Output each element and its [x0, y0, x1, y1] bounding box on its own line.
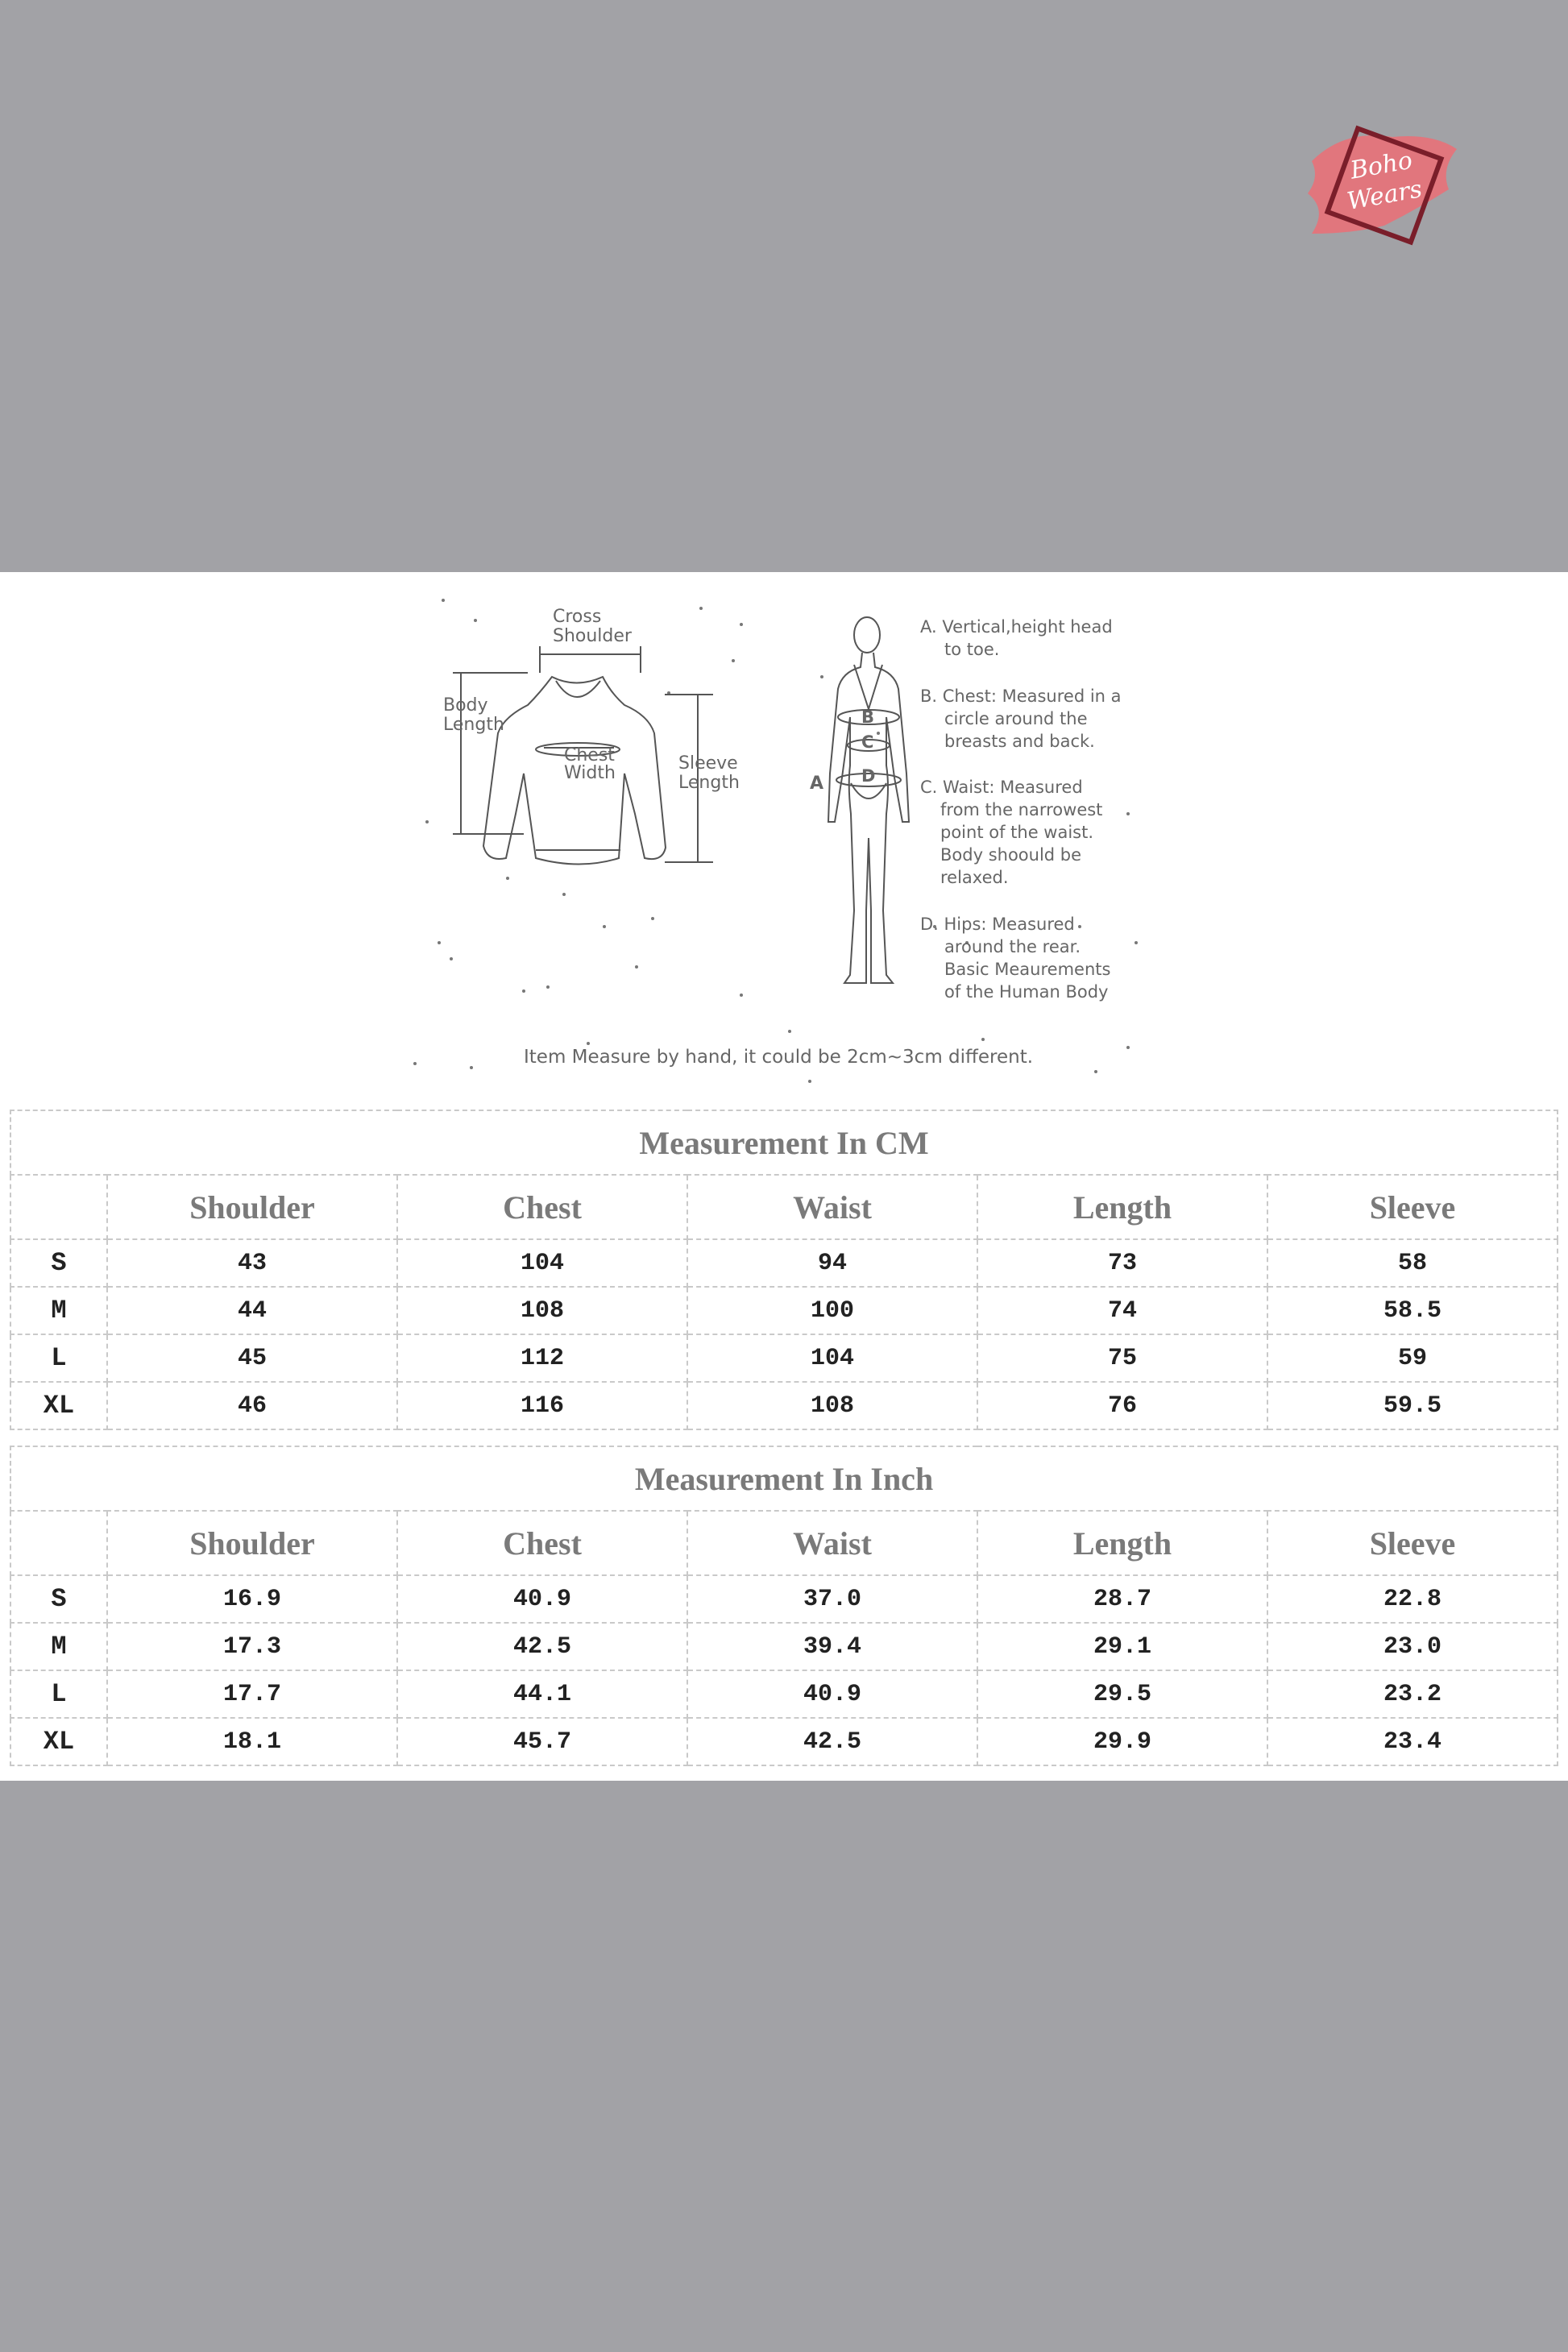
table-cell: 40.9 — [687, 1670, 977, 1718]
label-body-length-1: Body — [443, 695, 488, 716]
table-cell: 112 — [397, 1334, 687, 1382]
size-chart-panel — [0, 572, 1568, 1781]
size-label: L — [10, 1334, 107, 1382]
table-cell: 43 — [107, 1239, 397, 1287]
table-cell: 59 — [1267, 1334, 1558, 1382]
table-cell: 16.9 — [107, 1575, 397, 1623]
note-d-line1: D. Hips: Measured — [920, 915, 1075, 934]
note-c-line5: relaxed. — [940, 868, 1009, 887]
table-cell: 17.7 — [107, 1670, 397, 1718]
logo-text-line1: Boho — [1348, 146, 1415, 185]
note-d-line3: Basic Meaurements — [944, 960, 1111, 979]
header-sleeve: Sleeve — [1267, 1511, 1558, 1575]
size-label: XL — [10, 1718, 107, 1765]
table-cell: 23.0 — [1267, 1623, 1558, 1670]
note-b-line3: breasts and back. — [944, 732, 1095, 751]
label-sleeve-length-2: Length — [678, 773, 740, 793]
footnote: Item Measure by hand, it could be 2cm~3cm different. — [524, 1047, 1034, 1068]
inch-table-title: Measurement In Inch — [10, 1446, 1558, 1511]
label-chest-width-1: Chest — [564, 745, 615, 765]
header-chest: Chest — [397, 1511, 687, 1575]
table-cell: 22.8 — [1267, 1575, 1558, 1623]
cm-measurement-table — [10, 1110, 1558, 1430]
table-cell: 42.5 — [397, 1623, 687, 1670]
table-cell: 29.1 — [977, 1623, 1267, 1670]
table-cell: 108 — [397, 1287, 687, 1334]
table-cell: 58.5 — [1267, 1287, 1558, 1334]
table-row — [10, 1718, 1558, 1765]
header-length: Length — [977, 1175, 1267, 1239]
table-cell: 17.3 — [107, 1623, 397, 1670]
table-cell: 44.1 — [397, 1670, 687, 1718]
label-cross-shoulder-2: Shoulder — [553, 626, 632, 646]
table-cell: 23.2 — [1267, 1670, 1558, 1718]
table-cell: 37.0 — [687, 1575, 977, 1623]
label-body-length-2: Length — [443, 715, 504, 735]
header-waist: Waist — [687, 1175, 977, 1239]
cm-header-row — [10, 1175, 1558, 1239]
table-cell: 40.9 — [397, 1575, 687, 1623]
note-c-line3: point of the waist. — [940, 823, 1094, 842]
table-cell: 46 — [107, 1382, 397, 1429]
measurement-diagram — [403, 572, 1160, 1088]
size-label: M — [10, 1287, 107, 1334]
table-cell: 74 — [977, 1287, 1267, 1334]
header-sleeve: Sleeve — [1267, 1175, 1558, 1239]
table-cell: 75 — [977, 1334, 1267, 1382]
body-figure-drawing — [828, 617, 909, 983]
table-row — [10, 1575, 1558, 1623]
table-cell: 45.7 — [397, 1718, 687, 1765]
table-row — [10, 1382, 1558, 1429]
size-label: XL — [10, 1382, 107, 1429]
note-b-line2: circle around the — [944, 709, 1088, 728]
table-cell: 29.5 — [977, 1670, 1267, 1718]
table-cell: 23.4 — [1267, 1718, 1558, 1765]
table-cell: 59.5 — [1267, 1382, 1558, 1429]
note-d-line2: around the rear. — [944, 937, 1081, 956]
table-cell: 116 — [397, 1382, 687, 1429]
table-cell: 42.5 — [687, 1718, 977, 1765]
label-chest-width-2: Width — [564, 763, 616, 783]
cm-title-row — [10, 1110, 1558, 1175]
mark-c: C — [861, 732, 874, 752]
label-sleeve-length-1: Sleeve — [678, 753, 738, 774]
header-length: Length — [977, 1511, 1267, 1575]
mark-a: A — [810, 774, 824, 794]
size-label: S — [10, 1239, 107, 1287]
header-waist: Waist — [687, 1511, 977, 1575]
label-cross-shoulder-1: Cross — [553, 607, 602, 627]
table-cell: 73 — [977, 1239, 1267, 1287]
table-cell: 45 — [107, 1334, 397, 1382]
table-row — [10, 1623, 1558, 1670]
table-cell: 58 — [1267, 1239, 1558, 1287]
inch-measurement-table — [10, 1446, 1558, 1766]
table-row — [10, 1334, 1558, 1382]
note-c-line4: Body shoould be — [940, 845, 1082, 865]
note-c-line1: C. Waist: Measured — [920, 778, 1083, 797]
table-cell: 18.1 — [107, 1718, 397, 1765]
table-row — [10, 1287, 1558, 1334]
table-cell: 29.9 — [977, 1718, 1267, 1765]
boho-wears-logo — [1296, 113, 1465, 258]
cm-table-title: Measurement In CM — [10, 1110, 1558, 1175]
note-b-line1: B. Chest: Measured in a — [920, 687, 1122, 706]
table-row — [10, 1670, 1558, 1718]
mark-b: B — [861, 707, 875, 727]
table-cell: 94 — [687, 1239, 977, 1287]
note-d-line4: of the Human Body — [944, 982, 1109, 1002]
size-label: L — [10, 1670, 107, 1718]
table-cell: 28.7 — [977, 1575, 1267, 1623]
header-empty — [10, 1175, 107, 1239]
header-chest: Chest — [397, 1175, 687, 1239]
inch-header-row — [10, 1511, 1558, 1575]
size-label: S — [10, 1575, 107, 1623]
note-c-line2: from the narrowest — [940, 800, 1103, 819]
table-row — [10, 1239, 1558, 1287]
mark-d: D — [861, 766, 876, 786]
table-cell: 44 — [107, 1287, 397, 1334]
header-empty — [10, 1511, 107, 1575]
inch-title-row — [10, 1446, 1558, 1511]
size-label: M — [10, 1623, 107, 1670]
logo-text-line2: Wears — [1345, 175, 1425, 217]
table-cell: 104 — [687, 1334, 977, 1382]
header-shoulder: Shoulder — [107, 1511, 397, 1575]
header-shoulder: Shoulder — [107, 1175, 397, 1239]
table-cell: 104 — [397, 1239, 687, 1287]
table-cell: 39.4 — [687, 1623, 977, 1670]
note-a-line1: A. Vertical,height head — [920, 617, 1113, 637]
table-cell: 100 — [687, 1287, 977, 1334]
table-cell: 108 — [687, 1382, 977, 1429]
note-a-line2: to toe. — [944, 640, 1000, 659]
table-cell: 76 — [977, 1382, 1267, 1429]
